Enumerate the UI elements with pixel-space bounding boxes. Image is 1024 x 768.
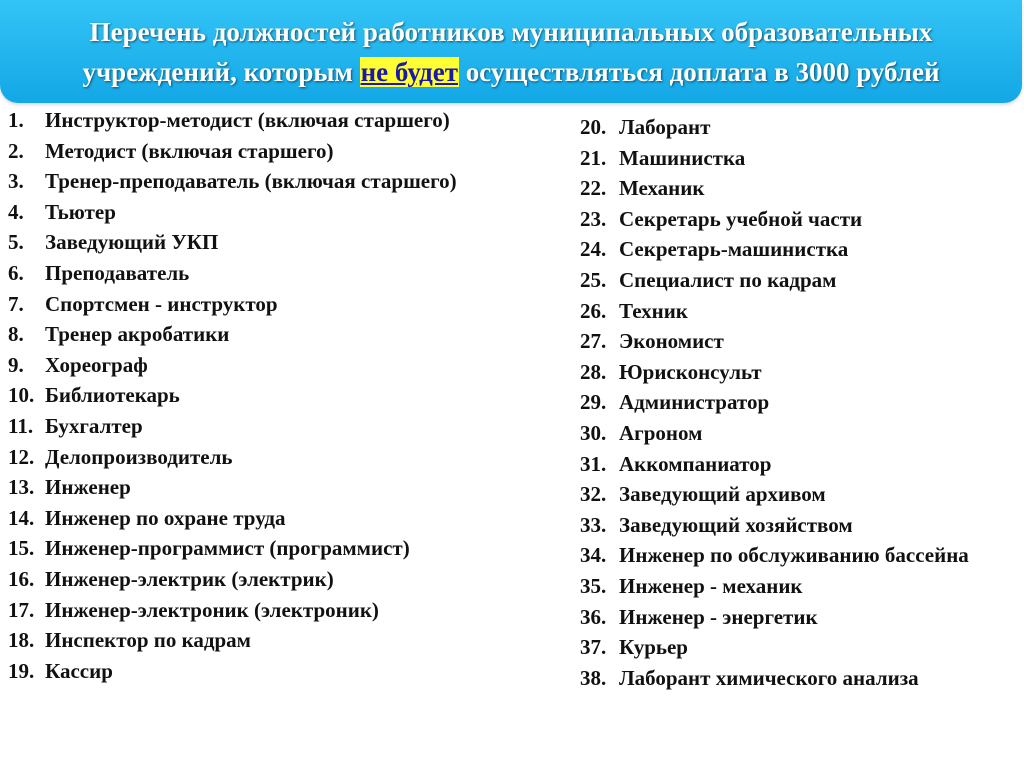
list-item [8, 656, 553, 687]
item-text: Механик [619, 176, 705, 201]
item-number: 36. [580, 604, 607, 629]
item-text: Тренер акробатики [45, 322, 230, 347]
list-item [8, 595, 553, 626]
item-text: Заведующий УКП [45, 230, 219, 255]
list-item [580, 510, 1020, 541]
item-number: 33. [580, 512, 607, 537]
item-text: Инженер по охране труда [45, 505, 286, 530]
list-item [580, 357, 1020, 388]
item-text: Методист (включая старшего) [45, 138, 334, 163]
list-item [8, 625, 553, 656]
list-item [580, 387, 1020, 418]
item-number: 30. [580, 420, 607, 445]
item-text: Машинистка [619, 145, 746, 170]
item-text: Инженер по обслуживанию бассейна [619, 543, 969, 568]
item-number: 15. [8, 536, 35, 561]
list-item [580, 173, 1020, 204]
item-text: Кассир [45, 658, 113, 683]
item-text: Экономист [619, 329, 724, 354]
item-number: 9. [8, 352, 24, 377]
list-item [580, 234, 1020, 265]
item-number: 26. [580, 298, 607, 323]
list-item [8, 105, 553, 136]
item-text: Инструктор-методист (включая старшего) [45, 108, 450, 132]
item-number: 3. [8, 169, 24, 194]
item-number: 38. [580, 665, 607, 690]
item-text: Секретарь учебной части [619, 206, 863, 231]
item-text: Инженер [45, 475, 131, 500]
item-text: Тренер-преподаватель (включая старшего) [45, 169, 457, 194]
item-number: 4. [8, 199, 24, 224]
list-item [580, 265, 1020, 296]
list-item [8, 411, 553, 442]
item-number: 2. [8, 138, 24, 163]
list-item [580, 449, 1020, 480]
item-number: 28. [580, 359, 607, 384]
item-number: 32. [580, 482, 607, 507]
list-item [580, 296, 1020, 327]
item-text: Библиотекарь [45, 383, 180, 408]
list-item [8, 380, 553, 411]
list-item [580, 479, 1020, 510]
item-number: 20. [580, 115, 607, 139]
item-text: Администратор [619, 390, 770, 415]
item-number: 25. [580, 267, 607, 292]
item-number: 21. [580, 145, 607, 170]
item-text: Инженер-электрик (электрик) [45, 566, 334, 591]
item-number: 17. [8, 597, 35, 622]
list-item [580, 632, 1020, 663]
item-number: 29. [580, 390, 607, 415]
item-text: Хореограф [45, 352, 148, 377]
list-item [580, 143, 1020, 174]
list-item [580, 540, 1020, 571]
list-item [8, 136, 553, 167]
list-item [8, 350, 553, 381]
title-line-2-end: осуществляться доплата в 3000 рублей [459, 57, 940, 87]
item-text: Техник [619, 298, 688, 323]
title-banner [0, 0, 1022, 103]
item-number: 23. [580, 206, 607, 231]
item-number: 7. [8, 291, 24, 316]
page-title [0, 12, 1022, 92]
item-number: 14. [8, 505, 35, 530]
list-item [8, 503, 553, 534]
item-text: Лаборант [619, 115, 711, 139]
item-text: Инженер - энергетик [619, 604, 818, 629]
item-text: Инспектор по кадрам [45, 628, 251, 653]
item-number: 6. [8, 260, 24, 285]
item-number: 5. [8, 230, 24, 255]
title-highlight: не будет [360, 57, 459, 87]
list-item [580, 663, 1020, 694]
item-number: 34. [580, 543, 607, 568]
item-text: Аккомпаниатор [619, 451, 772, 476]
positions-list-right [580, 112, 1020, 693]
title-line-1: Перечень должностей работников муниципальных образовательных [89, 17, 933, 47]
item-text: Тьютер [45, 199, 116, 224]
item-number: 27. [580, 329, 607, 354]
item-text: Спортсмен - инструктор [45, 291, 278, 316]
item-text: Агроном [619, 420, 703, 445]
item-text: Бухгалтер [45, 413, 143, 438]
item-number: 1. [8, 108, 24, 132]
list-item [8, 472, 553, 503]
title-line-2-start: учреждений, которым [82, 57, 360, 87]
list-item [580, 571, 1020, 602]
item-number: 12. [8, 444, 35, 469]
item-number: 16. [8, 566, 35, 591]
list-item [8, 166, 553, 197]
list-item [8, 289, 553, 320]
item-number: 11. [8, 413, 34, 438]
item-text: Заведующий хозяйством [619, 512, 853, 537]
item-text: Инженер - механик [619, 573, 803, 598]
item-text: Секретарь-машинистка [619, 237, 849, 262]
item-number: 19. [8, 658, 35, 683]
item-number: 22. [580, 176, 607, 201]
list-item [580, 326, 1020, 357]
item-number: 13. [8, 475, 35, 500]
item-number: 18. [8, 628, 35, 653]
item-text: Юрисконсульт [619, 359, 762, 384]
list-item [580, 204, 1020, 235]
item-number: 8. [8, 322, 24, 347]
list-item [8, 227, 553, 258]
item-text: Курьер [619, 635, 688, 660]
list-item [8, 319, 553, 350]
list-item [580, 418, 1020, 449]
list-item [8, 533, 553, 564]
item-number: 35. [580, 573, 607, 598]
list-item [8, 564, 553, 595]
item-number: 37. [580, 635, 607, 660]
item-text: Инженер-электроник (электроник) [45, 597, 379, 622]
item-number: 31. [580, 451, 607, 476]
item-text: Лаборант химического анализа [619, 665, 919, 690]
positions-list-left [8, 105, 553, 686]
item-text: Делопроизводитель [45, 444, 233, 469]
item-text: Заведующий архивом [619, 482, 826, 507]
item-number: 24. [580, 237, 607, 262]
list-item [580, 602, 1020, 633]
list-item [8, 197, 553, 228]
list-item [8, 258, 553, 289]
list-item [580, 112, 1020, 143]
item-text: Специалист по кадрам [619, 267, 837, 292]
item-text: Инженер-программист (программист) [45, 536, 410, 561]
list-item [8, 442, 553, 473]
item-text: Преподаватель [45, 260, 190, 285]
item-number: 10. [8, 383, 35, 408]
